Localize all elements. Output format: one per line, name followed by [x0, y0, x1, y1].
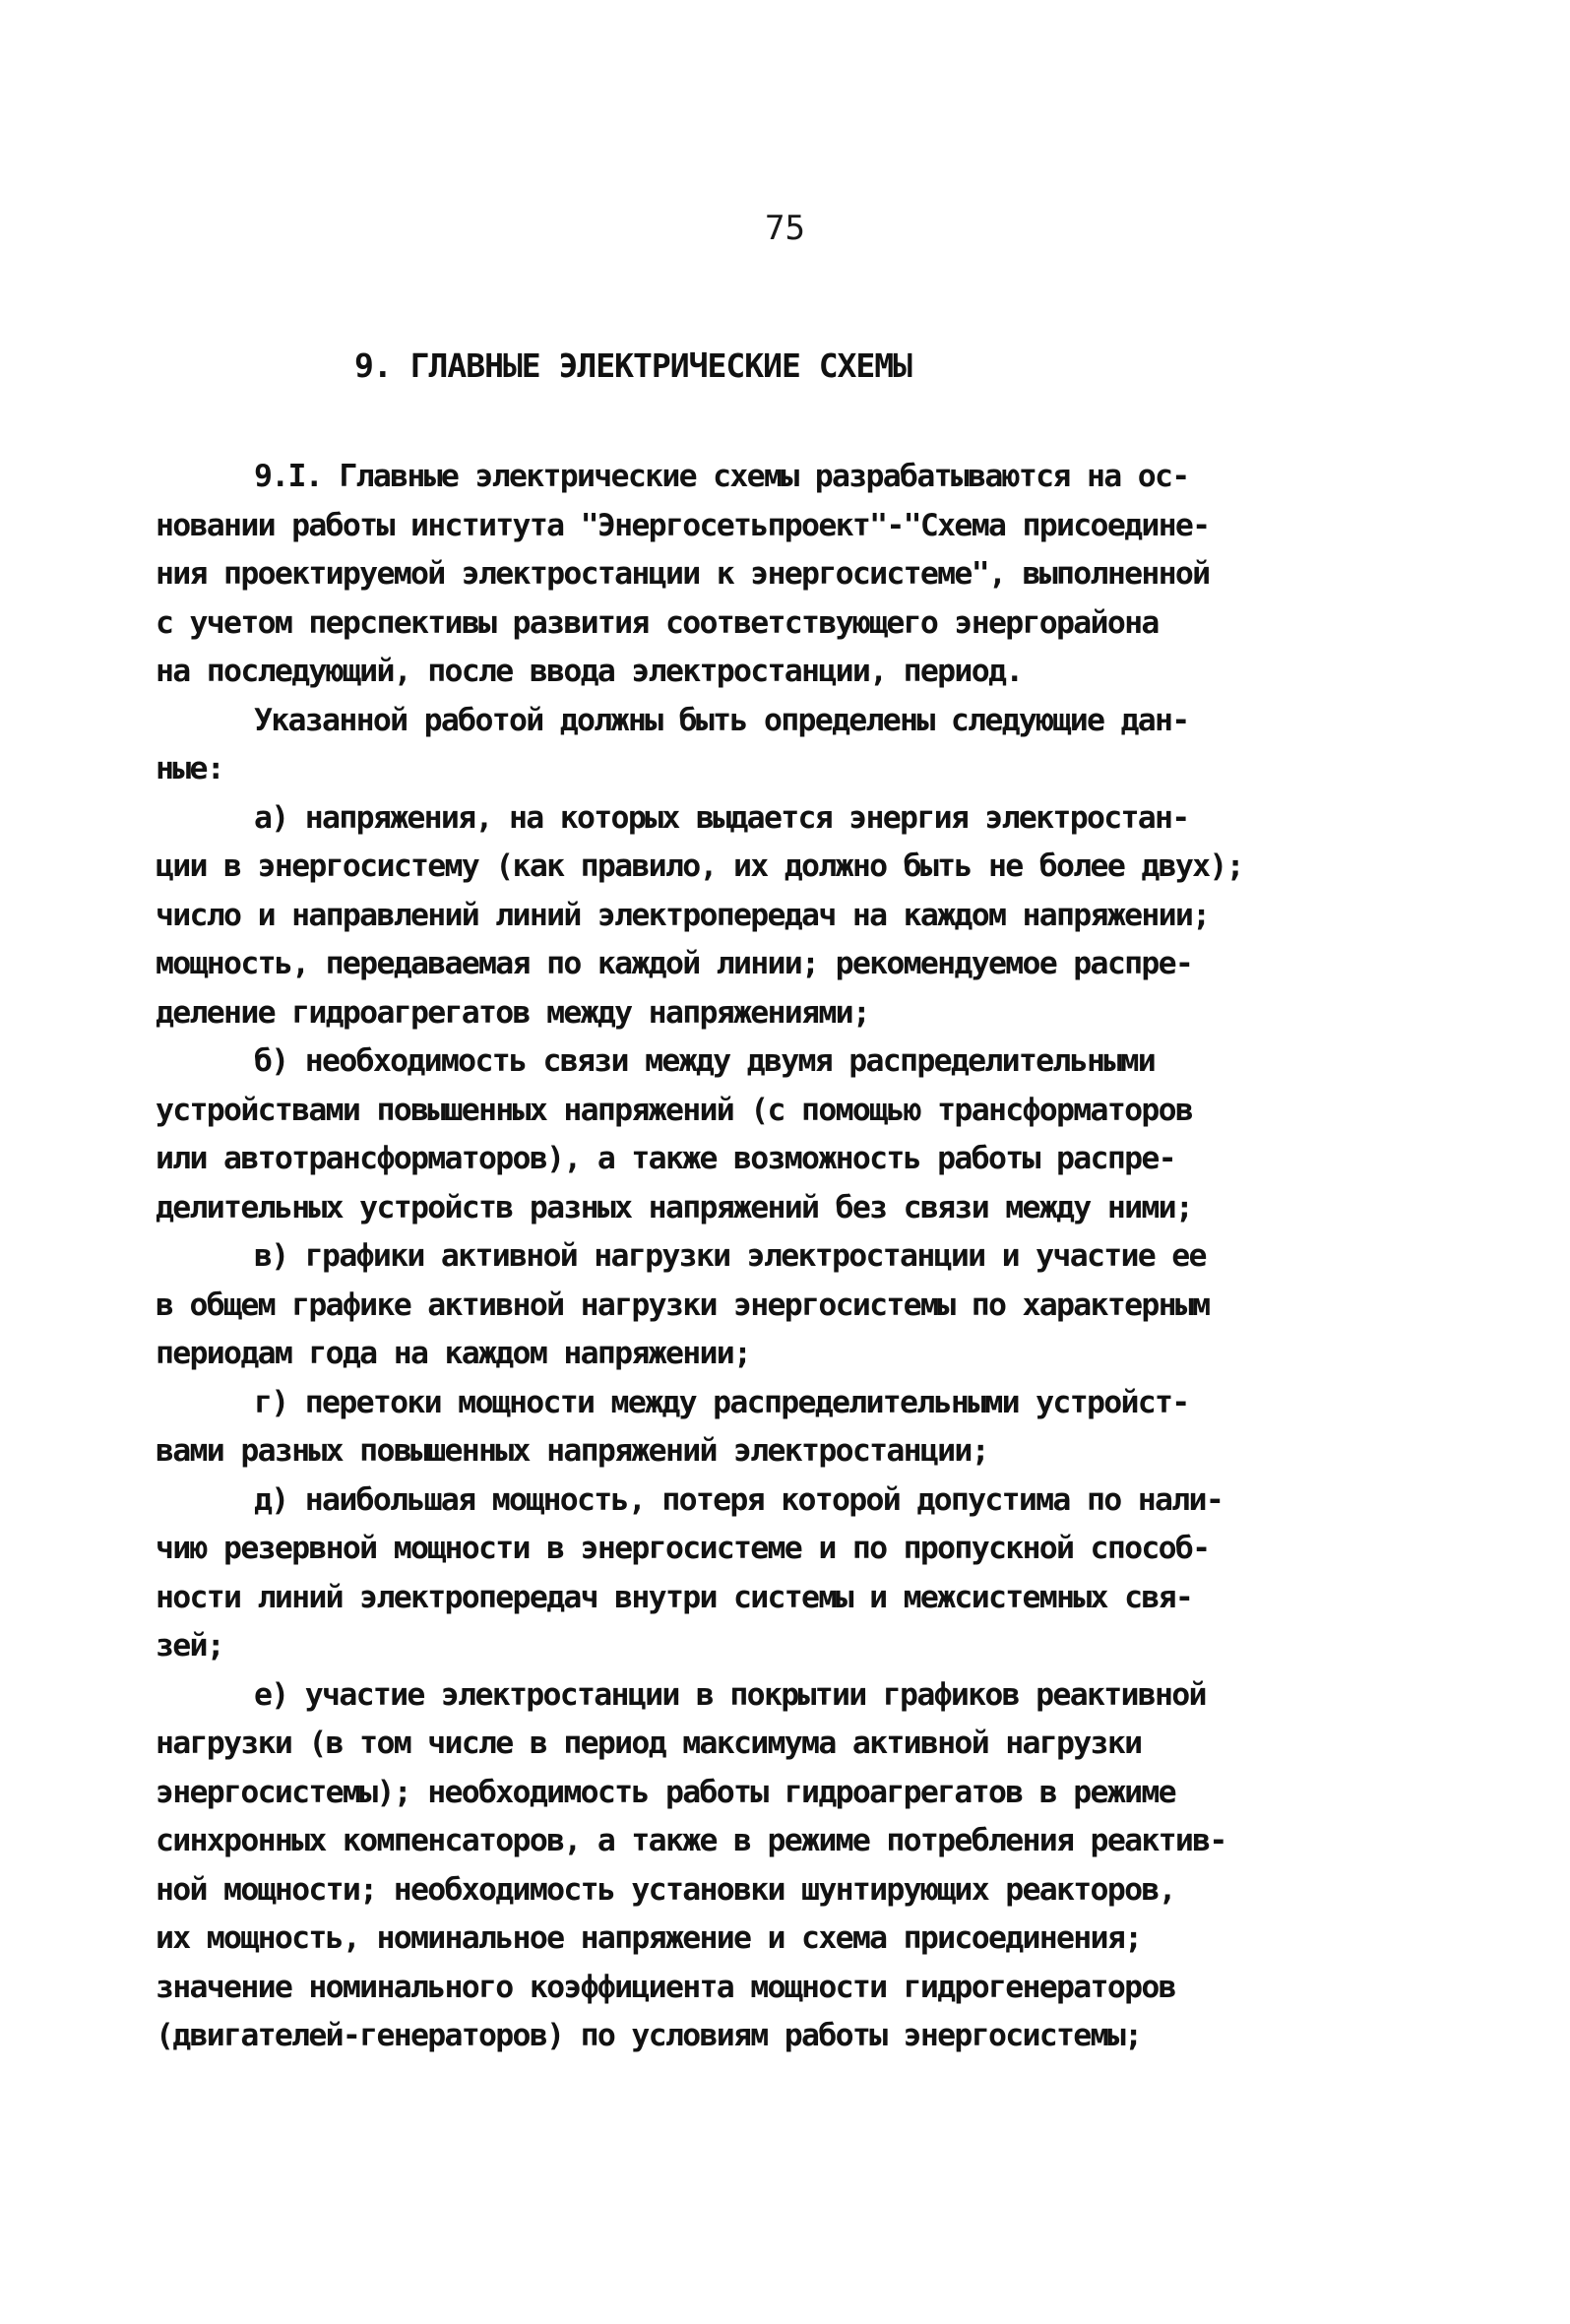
text-line: мощность, передаваемая по каждой линии; рекомендуемое распре- [156, 946, 1193, 981]
page-number: 75 [765, 209, 805, 248]
text-line: ции в энергосистему (как правило, их должно быть не более двух); [156, 848, 1243, 884]
text-line: на последующий, после ввода электростанции, период. [156, 654, 1023, 689]
text-line: деление гидроагрегатов между напряжениями; [156, 994, 870, 1031]
text-line: д) наибольшая мощность, потеря которой допустима по нали- [254, 1481, 1224, 1518]
text-line: ные: [156, 751, 224, 786]
text-line: зей; [156, 1628, 224, 1664]
text-line: вами разных повышенных напряжений электростанции; [156, 1433, 988, 1469]
text-line: значение номинального коэффициента мощности гидрогенераторов [156, 1969, 1175, 2005]
text-line: в общем графике активной нагрузки энергосистемы по характерным [156, 1287, 1210, 1323]
body-text [156, 453, 1435, 2061]
text-line: делительных устройств разных напряжений без связи между ними; [156, 1189, 1193, 1225]
text-line: нагрузки (в том числе в период максимума активной нагрузки [156, 1726, 1142, 1761]
text-line: (двигателей-генераторов) по условиям работы энергосистемы; [156, 2018, 1142, 2053]
text-line: Указанной работой должны быть определены следующие дан- [254, 702, 1189, 738]
section-title: 9. ГЛАВНЫЕ ЭЛЕКТРИЧЕСКИЕ СХЕМЫ [354, 346, 912, 385]
text-line: г) перетоки мощности между распределительными устройст- [254, 1384, 1189, 1420]
text-line: с учетом перспективы развития соответствующего энергорайона [156, 604, 1159, 641]
text-line: ной мощности; необходимость установки шунтирующих реакторов, [156, 1871, 1175, 1908]
text-line: устройствами повышенных напряжений (с помощью трансформаторов [156, 1092, 1193, 1128]
text-line: ности линий электропередач внутри системы и межсистемных свя- [156, 1579, 1193, 1615]
text-line: чию резервной мощности в энергосистеме и по пропускной способ- [156, 1531, 1210, 1566]
text-line: синхронных компенсаторов, а также в режиме потребления реактив- [156, 1823, 1226, 1858]
text-line: а) напряжения, на которых выдается энергия электростан- [254, 799, 1189, 836]
text-line: число и направлений линий электропередач на каждом напряжении; [156, 897, 1210, 933]
text-line: или автотрансформаторов), а также возможность работы распре- [156, 1141, 1175, 1176]
text-line: в) графики активной нагрузки электростанции и участие ее [254, 1238, 1206, 1274]
text-line: их мощность, номинальное напряжение и схема присоединения; [156, 1920, 1142, 1956]
text-line: 9.I. Главные электрические схемы разрабатываются на ос- [254, 459, 1189, 494]
text-line: е) участие электростанции в покрытии графиков реактивной [254, 1676, 1206, 1713]
text-line: периодам года на каждом напряжении; [156, 1336, 751, 1371]
text-line: ния проектируемой электростанции к энергосистеме", выполненной [156, 556, 1210, 592]
text-line: энергосистемы); необходимость работы гидроагрегатов в режиме [156, 1774, 1175, 1810]
text-line: б) необходимость связи между двумя распределительными [254, 1043, 1156, 1079]
text-line: новании работы института "Энергосетьпроект"-"Схема присоедине- [156, 507, 1210, 543]
